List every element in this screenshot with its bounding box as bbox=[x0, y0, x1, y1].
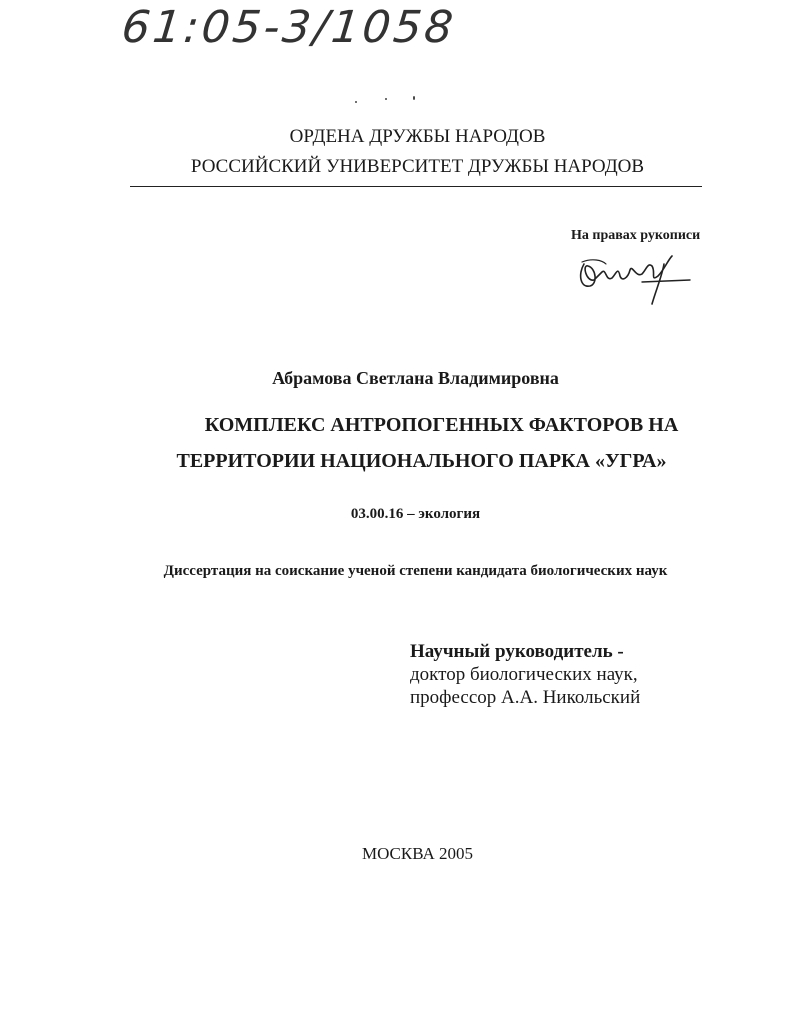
supervisor-label: Научный руководитель - bbox=[410, 641, 624, 662]
supervisor-name: профессор А.А. Никольский bbox=[410, 687, 641, 708]
specialty-code: 03.00.16 – экология bbox=[350, 506, 481, 522]
dissertation-title-line-1: КОМПЛЕКС АНТРОПОГЕННЫХ ФАКТОРОВ НА bbox=[204, 414, 679, 436]
organization-line-1: ОРДЕНА ДРУЖБЫ НАРОДОВ bbox=[289, 126, 546, 147]
city-year: МОСКВА 2005 bbox=[361, 844, 474, 863]
scan-speck bbox=[385, 98, 387, 100]
archive-code: 61:05-3/1058 bbox=[119, 2, 459, 53]
signature bbox=[572, 242, 702, 312]
supervisor-block bbox=[410, 640, 640, 709]
dissertation-title-line-2: ТЕРРИТОРИИ НАЦИОНАЛЬНОГО ПАРКА «УГРА» bbox=[176, 450, 667, 472]
rights-note: На правах рукописи bbox=[571, 228, 701, 243]
organization-line-2: РОССИЙСКИЙ УНИВЕРСИТЕТ ДРУЖБЫ НАРОДОВ bbox=[190, 156, 645, 177]
header-divider bbox=[130, 186, 702, 187]
scan-speck bbox=[413, 96, 415, 100]
dissertation-degree-note: Диссертация на соискание ученой степени кандидата биологических наук bbox=[163, 563, 668, 579]
author-name: Абрамова Светлана Владимировна bbox=[272, 368, 559, 388]
supervisor-degree: доктор биологических наук, bbox=[410, 664, 638, 685]
scan-speck bbox=[355, 101, 357, 103]
